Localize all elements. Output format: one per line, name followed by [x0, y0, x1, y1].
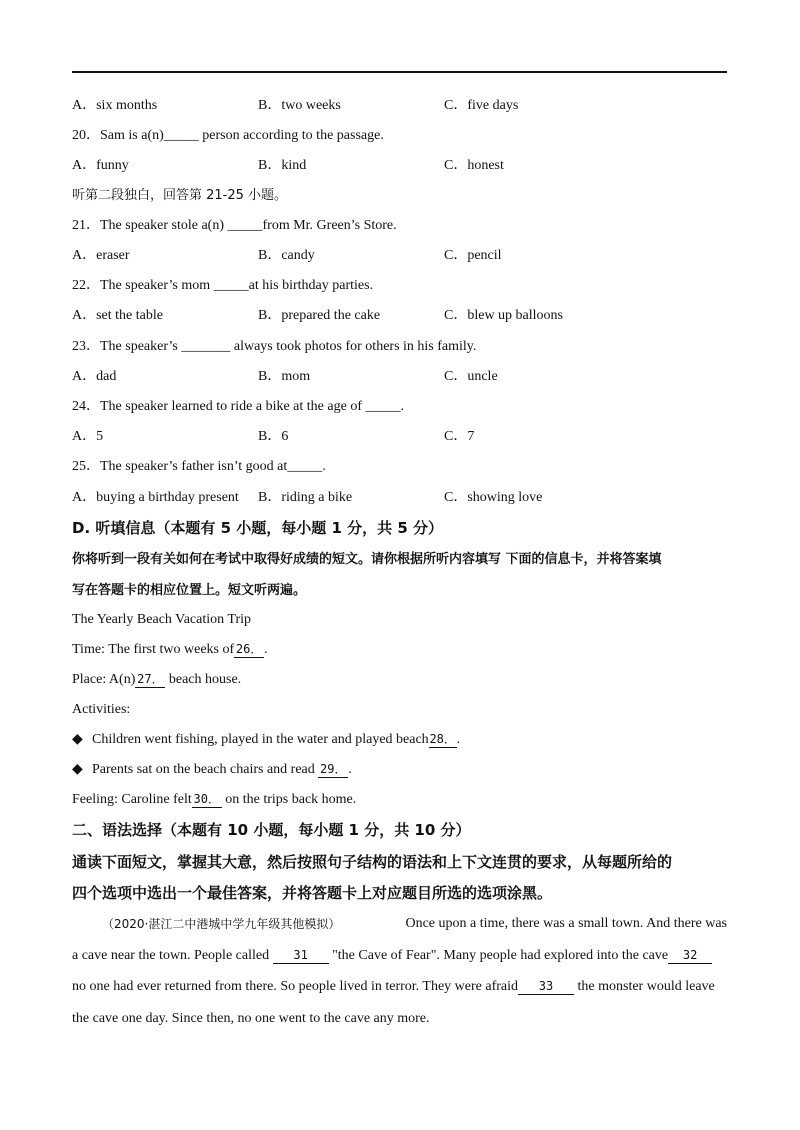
q21-option-b[interactable]: B．candy [258, 248, 315, 263]
q19-option-b[interactable]: B．two weeks [258, 98, 341, 113]
q20-option-a[interactable]: A．funny [72, 158, 129, 173]
q25-option-b[interactable]: B．riding a bike [258, 490, 353, 505]
blank-29[interactable]: 29． [320, 762, 347, 776]
q24-stem: 24．The speaker learned to ride a bike at the age of [72, 399, 366, 414]
q22-stem: 22．The speaker’s mom [72, 278, 214, 293]
q21-option-a[interactable]: A．eraser [72, 248, 130, 263]
q22-option-b[interactable]: B．prepared the cake [258, 308, 381, 323]
section2-intro: 听第二段独白，回答第 21-25 小题。 [72, 188, 288, 203]
q24-blank: _____ [365, 399, 401, 414]
passage-line-4: the cave one day. Since then, no one went to the cave any more. [72, 1011, 430, 1026]
q23-option-b[interactable]: B．mom [258, 369, 311, 384]
passage-text-3b: the monster would leave [574, 979, 715, 994]
question-23 [72, 337, 476, 357]
section-d-instruction-1: 你将听到一段有关如何在考试中取得好成绩的短文。请你根据所听内容填写 下面的信息卡，并将答案填 [72, 552, 662, 567]
q20-option-c[interactable]: C．honest [444, 158, 504, 173]
info-place-row [72, 670, 241, 690]
q25-option-c[interactable]: C．showing love [444, 490, 543, 505]
passage-line-2 [72, 946, 727, 966]
info-card-title: The Yearly Beach Vacation Trip [72, 612, 251, 627]
blank-33[interactable]: 33 [518, 979, 574, 995]
q23-stem-end: always took photos for others in his family. [230, 339, 477, 354]
q20-stem-end: person according to the passage. [198, 128, 384, 143]
grammar-instruction-1: 通读下面短文，掌握其大意，然后按照句子结构的语法和上下文连贯的要求，从每题所给的 [72, 853, 673, 871]
info-activity-2 [72, 760, 352, 780]
activity-2-text: Parents sat on the beach chairs and read [92, 762, 319, 777]
passage-source: （2020·湛江二中港城中学九年级其他模拟） [102, 917, 341, 931]
info-feeling-end: on the trips back home. [221, 792, 357, 807]
info-activities-label: Activities: [72, 702, 131, 717]
passage-line-1 [72, 914, 727, 935]
q24-option-c[interactable]: C．7 [444, 429, 475, 444]
q20-blank: _____ [163, 128, 199, 143]
q25-option-a[interactable]: A．buying a birthday present [72, 490, 239, 505]
info-time-label: Time: The first two weeks of [72, 642, 235, 657]
grammar-heading: 二、语法选择（本题有 10 小题，每小题 1 分，共 10 分） [72, 821, 471, 839]
question-21 [72, 216, 397, 236]
info-time-row [72, 640, 268, 660]
q22-option-c[interactable]: C．blew up balloons [444, 308, 563, 323]
blank-27[interactable]: 27． [137, 672, 164, 686]
passage-text-2: a cave near the town. People called [72, 948, 273, 963]
q23-option-c[interactable]: C．uncle [444, 369, 498, 384]
q20-option-b[interactable]: B．kind [258, 158, 307, 173]
diamond-bullet-icon: ◆ [72, 762, 83, 777]
activity-1-end: . [456, 732, 461, 747]
diamond-bullet-icon: ◆ [72, 732, 83, 747]
q21-option-c[interactable]: C．pencil [444, 248, 502, 263]
question-25 [72, 457, 326, 477]
q20-stem: 20．Sam is a(n) [72, 128, 164, 143]
info-feeling-label: Feeling: Caroline felt [72, 792, 192, 807]
q21-blank: _____ [227, 218, 263, 233]
q25-stem: 25．The speaker’s father isn’t good at [72, 459, 288, 474]
section-d-heading: D. 听填信息（本题有 5 小题，每小题 1 分，共 5 分） [72, 519, 444, 537]
question-20 [72, 126, 384, 146]
q25-stem-end: . [322, 459, 326, 474]
info-feeling-row [72, 790, 356, 810]
q19-option-a[interactable]: A．six months [72, 98, 158, 113]
blank-26[interactable]: 26． [235, 642, 263, 656]
q21-stem-end: from Mr. Green’s Store. [262, 218, 397, 233]
info-place-end: beach house. [165, 672, 242, 687]
q25-blank: _____ [287, 459, 323, 474]
question-24 [72, 397, 404, 417]
header-rule [72, 71, 727, 73]
passage-text-2b: "the Cave of Fear". Many people had explored into the cave [328, 948, 669, 963]
q23-option-a[interactable]: A．dad [72, 369, 117, 384]
section-d-instruction-2: 写在答题卡的相应位置上。短文听两遍。 [72, 583, 307, 598]
question-22 [72, 276, 373, 296]
q22-stem-end: at his birthday parties. [248, 278, 374, 293]
q24-option-a[interactable]: A．5 [72, 429, 104, 444]
grammar-instruction-2: 四个选项中选出一个最佳答案，并将答题卡上对应题目所选的选项涂黑。 [72, 884, 553, 902]
q23-blank: _______ [181, 339, 231, 354]
blank-31[interactable]: 31 [273, 948, 329, 964]
info-place-label: Place: A(n) [72, 672, 136, 687]
activity-2-end: . [348, 762, 352, 777]
q24-option-b[interactable]: B．6 [258, 429, 289, 444]
blank-28[interactable]: 28． [429, 732, 456, 746]
info-activity-1 [72, 730, 460, 750]
info-time-end: . [264, 642, 268, 657]
q21-stem: 21．The speaker stole a(n) [72, 218, 228, 233]
passage-text-1: Once upon a time, there was a small town. And there was [405, 916, 727, 931]
blank-32[interactable]: 32 [668, 948, 712, 964]
activity-1-text: Children went fishing, played in the water and played beach [92, 732, 429, 747]
passage-text-3: no one had ever returned from there. So people lived in terror. They were afraid [72, 979, 519, 994]
q24-stem-end: . [400, 399, 404, 414]
blank-30[interactable]: 30． [193, 792, 220, 806]
q19-option-c[interactable]: C．five days [444, 98, 519, 113]
q23-stem: 23．The speaker’s [72, 339, 182, 354]
passage-line-3 [72, 977, 727, 997]
q22-blank: _____ [213, 278, 249, 293]
q22-option-a[interactable]: A．set the table [72, 308, 163, 323]
